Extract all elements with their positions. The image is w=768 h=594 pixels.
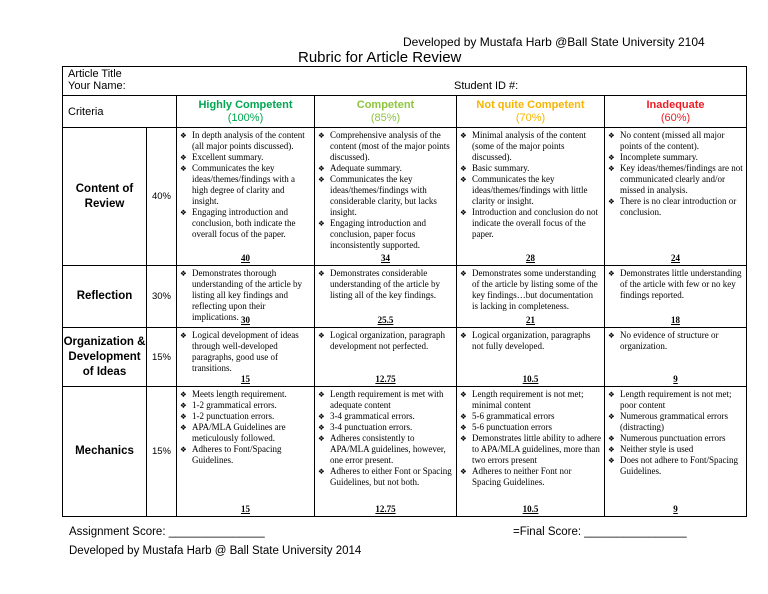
descriptor-list bbox=[608, 130, 743, 218]
descriptor-list bbox=[460, 130, 601, 240]
level-name: Highly Competent bbox=[198, 98, 293, 111]
descriptor-list bbox=[318, 130, 453, 251]
descriptor-list bbox=[180, 330, 311, 374]
descriptor-item: ❖ Adheres to either Font or Spacing Guidelines, but not both. bbox=[318, 466, 453, 488]
descriptor-list bbox=[460, 389, 601, 488]
descriptor-cell bbox=[177, 387, 315, 517]
descriptor-list bbox=[318, 268, 453, 301]
descriptor-cell bbox=[457, 387, 605, 517]
level-percent: (85%) bbox=[370, 111, 401, 124]
descriptor-cell bbox=[177, 266, 315, 328]
descriptor-item: ❖ Logical development of ideas through well-developed paragraphs, good use of transitions. bbox=[180, 330, 311, 374]
score-value: 9 bbox=[673, 374, 678, 384]
descriptor-item: ❖ Comprehensive analysis of the content (most of the major points discussed). bbox=[318, 130, 453, 163]
descriptor-cell bbox=[177, 328, 315, 387]
descriptor-item: ❖ Does not adhere to Font/Spacing Guidelines. bbox=[608, 455, 743, 477]
descriptor-item: ❖ Adheres to neither Font nor Spacing Guidelines. bbox=[460, 466, 601, 488]
level-header bbox=[177, 96, 315, 128]
criterion-name: Mechanics bbox=[63, 387, 147, 517]
descriptor-cell bbox=[605, 266, 747, 328]
descriptor-list bbox=[460, 268, 601, 312]
descriptor-item: ❖ Adheres to Font/Spacing Guidelines. bbox=[180, 444, 311, 466]
descriptor-item: ❖ Communicates the key ideas/themes/findings with considerable clarity, but lacks insight. bbox=[318, 174, 453, 218]
criterion-row bbox=[63, 387, 747, 517]
descriptor-cell bbox=[177, 128, 315, 266]
descriptor-item: ❖ Demonstrates little ability to adhere to APA/MLA guidelines, more than two errors present bbox=[460, 433, 601, 466]
level-name: Not quite Competent bbox=[476, 98, 585, 111]
descriptor-item: ❖ Adheres consistently to APA/MLA guidelines, however, one error present. bbox=[318, 433, 453, 466]
descriptor-item: ❖ There is no clear introduction or conclusion. bbox=[608, 196, 743, 218]
score-value: 15 bbox=[241, 504, 250, 514]
descriptor-item: ❖ 1-2 grammatical errors. bbox=[180, 400, 311, 411]
score-value: 10.5 bbox=[522, 374, 539, 384]
score-value: 30 bbox=[241, 315, 250, 325]
score-value: 9 bbox=[673, 504, 678, 514]
descriptor-item: ❖ 3-4 grammatical errors. bbox=[318, 411, 453, 422]
level-percent: (70%) bbox=[515, 111, 546, 124]
descriptor-list bbox=[608, 268, 743, 301]
criterion-weight: 40% bbox=[147, 128, 177, 266]
level-percent: (60%) bbox=[660, 111, 691, 124]
levels-header-row bbox=[63, 96, 747, 128]
your-name-label: Your Name: bbox=[68, 80, 126, 92]
descriptor-item: ❖ Neither style is used bbox=[608, 444, 743, 455]
criterion-row bbox=[63, 266, 747, 328]
descriptor-item: ❖ Length requirement is not met; minimal content bbox=[460, 389, 601, 411]
descriptor-cell bbox=[315, 128, 457, 266]
score-value: 12.75 bbox=[375, 504, 396, 514]
descriptor-item: ❖ Demonstrates considerable understanding of the article by listing all of the key findings. bbox=[318, 268, 453, 301]
score-value: 24 bbox=[671, 253, 681, 263]
rubric-table bbox=[62, 66, 747, 517]
descriptor-item: ❖ Numerous grammatical errors (distracting) bbox=[608, 411, 743, 433]
score-value: 28 bbox=[526, 253, 535, 263]
descriptor-cell bbox=[457, 328, 605, 387]
level-percent: (100%) bbox=[227, 111, 264, 124]
descriptor-item: ❖ Numerous punctuation errors bbox=[608, 433, 743, 444]
descriptor-item: ❖ Demonstrates little understanding of the article with few or no key findings reported. bbox=[608, 268, 743, 301]
header-credit: Developed by Mustafa Harb @Ball State University 2104 bbox=[403, 35, 705, 49]
criterion-weight: 15% bbox=[147, 387, 177, 517]
score-value: 40 bbox=[241, 253, 250, 263]
descriptor-item: ❖ APA/MLA Guidelines are meticulously followed. bbox=[180, 422, 311, 444]
level-header bbox=[605, 96, 747, 128]
descriptor-item: ❖ Adequate summary. bbox=[318, 163, 453, 174]
score-value: 34 bbox=[381, 253, 390, 263]
assignment-score: Assignment Score: _______________ bbox=[69, 526, 265, 538]
level-header bbox=[315, 96, 457, 128]
criterion-name: Reflection bbox=[63, 266, 147, 328]
descriptor-item: ❖ 5-6 punctuation errors bbox=[460, 422, 601, 433]
score-value: 18 bbox=[671, 315, 681, 325]
descriptor-list bbox=[608, 389, 743, 477]
criterion-row bbox=[63, 328, 747, 387]
descriptor-item: ❖ Incomplete summary. bbox=[608, 152, 743, 163]
descriptor-list bbox=[318, 330, 453, 352]
level-name: Inadequate bbox=[646, 98, 705, 111]
criterion-row bbox=[63, 128, 747, 266]
criterion-name: Organization & Development of Ideas bbox=[63, 328, 147, 387]
student-id-label: Student ID #: bbox=[454, 80, 519, 92]
descriptor-cell bbox=[457, 128, 605, 266]
descriptor-item: ❖ Key ideas/themes/findings are not communicated clearly and/or missed in analysis. bbox=[608, 163, 743, 196]
descriptor-list bbox=[180, 130, 311, 240]
descriptor-cell bbox=[315, 328, 457, 387]
descriptor-item: ❖ Communicates the key ideas/themes/findings with a high degree of clarity and insight. bbox=[180, 163, 311, 207]
score-value: 10.5 bbox=[522, 504, 539, 514]
criterion-name: Content of Review bbox=[63, 128, 147, 266]
descriptor-item: ❖ Excellent summary. bbox=[180, 152, 311, 163]
descriptor-item: ❖ Length requirement is not met; poor content bbox=[608, 389, 743, 411]
descriptor-item: ❖ In depth analysis of the content (all major points discussed). bbox=[180, 130, 311, 152]
descriptor-cell bbox=[457, 266, 605, 328]
descriptor-cell bbox=[605, 328, 747, 387]
descriptor-list bbox=[608, 330, 743, 352]
descriptor-item: ❖ No content (missed all major points of the content). bbox=[608, 130, 743, 152]
criterion-weight: 30% bbox=[147, 266, 177, 328]
score-value: 12.75 bbox=[375, 374, 396, 384]
descriptor-item: ❖ Minimal analysis of the content (some of the major points discussed). bbox=[460, 130, 601, 163]
descriptor-cell bbox=[605, 387, 747, 517]
descriptor-item: ❖ No evidence of structure or organization. bbox=[608, 330, 743, 352]
score-value: 25.5 bbox=[377, 315, 394, 325]
info-row bbox=[63, 67, 747, 96]
descriptor-item: ❖ Basic summary. bbox=[460, 163, 601, 174]
score-value: 21 bbox=[526, 315, 535, 325]
descriptor-list bbox=[180, 389, 311, 466]
descriptor-item: ❖ 3-4 punctuation errors. bbox=[318, 422, 453, 433]
criterion-weight: 15% bbox=[147, 328, 177, 387]
descriptor-item: ❖ 1-2 punctuation errors. bbox=[180, 411, 311, 422]
descriptor-list bbox=[318, 389, 453, 488]
descriptor-cell bbox=[315, 266, 457, 328]
score-value: 15 bbox=[241, 374, 250, 384]
descriptor-cell bbox=[605, 128, 747, 266]
descriptor-item: ❖ Demonstrates thorough understanding of the article by listing all key findings and reflecting upon their implications. bbox=[180, 268, 311, 323]
descriptor-item: ❖ Length requirement is met with adequate content bbox=[318, 389, 453, 411]
descriptor-item: ❖ Engaging introduction and conclusion, both indicate the overall focus of the paper. bbox=[180, 207, 311, 240]
criteria-header: Criteria bbox=[63, 96, 177, 128]
page-title: Rubric for Article Review bbox=[298, 49, 462, 66]
descriptor-cell bbox=[315, 387, 457, 517]
descriptor-item: ❖ Engaging introduction and conclusion, paper focus inconsistently supported. bbox=[318, 218, 453, 251]
descriptor-item: ❖ 5-6 grammatical errors bbox=[460, 411, 601, 422]
level-header bbox=[457, 96, 605, 128]
descriptor-item: ❖ Demonstrates some understanding of the article by listing some of the key findings…but documentation is lacking in completeness. bbox=[460, 268, 601, 312]
level-name: Competent bbox=[356, 98, 415, 111]
descriptor-item: ❖ Logical organization, paragraph development not perfected. bbox=[318, 330, 453, 352]
descriptor-item: ❖ Meets length requirement. bbox=[180, 389, 311, 400]
descriptor-item: ❖ Introduction and conclusion do not indicate the overall focus of the paper. bbox=[460, 207, 601, 240]
info-cell bbox=[63, 67, 747, 96]
article-title-label: Article Title bbox=[68, 68, 122, 80]
descriptor-item: ❖ Logical organization, paragraphs not fully developed. bbox=[460, 330, 601, 352]
final-score: =Final Score: ________________ bbox=[513, 526, 687, 538]
descriptor-list bbox=[460, 330, 601, 352]
footer-credit: Developed by Mustafa Harb @ Ball State University 2014 bbox=[69, 545, 362, 557]
descriptor-item: ❖ Communicates the key ideas/themes/findings with little clarity or insight. bbox=[460, 174, 601, 207]
